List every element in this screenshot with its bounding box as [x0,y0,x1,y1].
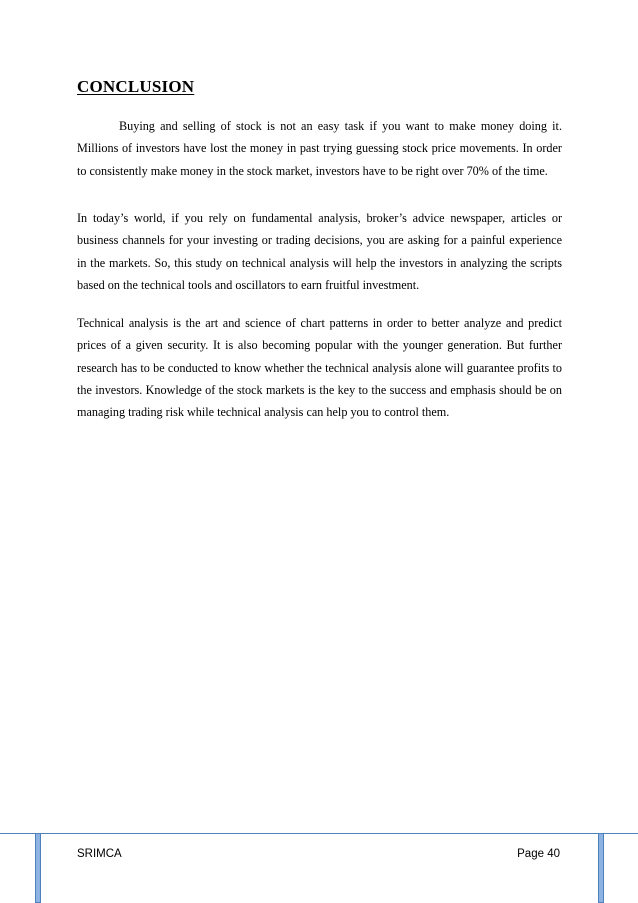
paragraph-3: Technical analysis is the art and science of chart patterns in order to better analyze and predict prices of a given security. It is also becoming popular with the younger generation. But further research has to be conducted to know whether the technical analysis alone will guarantee profits to the investors. Knowledge of the stock markets is the key to the success and emphasis should be on managing trading risk while technical analysis can help you to control them. [77,316,562,420]
footer-divider [0,833,638,834]
footer-left-bar [35,833,41,903]
paragraph-1: Buying and selling of stock is not an easy task if you want to make money doing it. Millions of investors have lost the money in past trying guessing stock price movements. In order to consistently make money in the stock market, investors have to be right over 70% of the time. [77,119,562,178]
footer-institution: SRIMCA [77,848,122,860]
section-heading: CONCLUSION [77,77,195,96]
footer-right-bar [598,833,604,903]
page-number: Page 40 [517,848,560,860]
paragraph-2: In today’s world, if you rely on fundamental analysis, broker’s advice newspaper, articles or business channels for your investing or trading decisions, you are asking for a painful experience in the markets. So, this study on technical analysis will help the investors in analyzing the scripts based on the technical tools and oscillators to earn fruitful investment. [77,211,562,292]
